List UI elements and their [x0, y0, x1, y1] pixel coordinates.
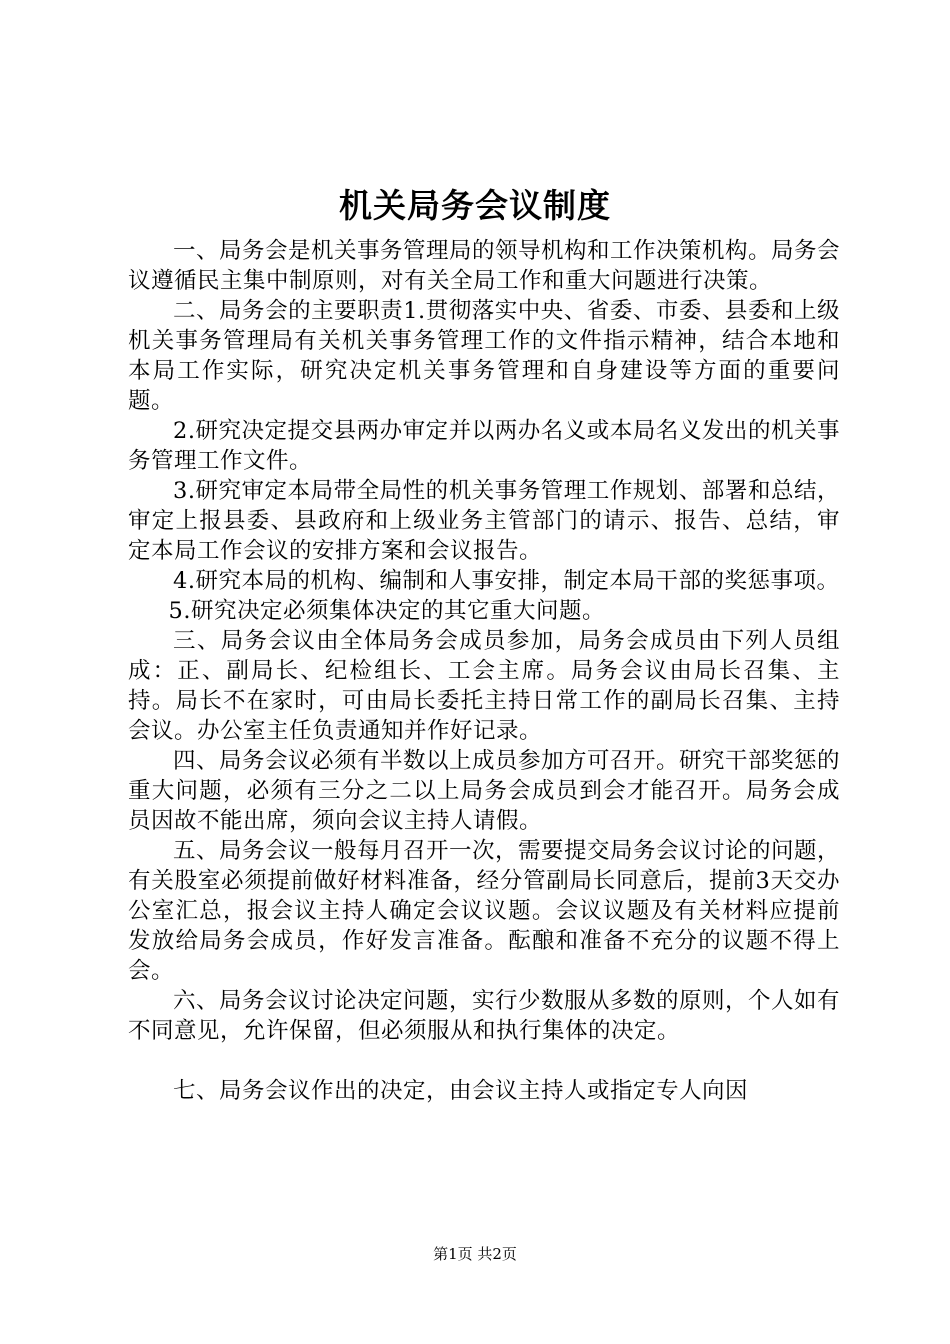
- paragraph-2: 二、局务会的主要职责1.贯彻落实中央、省委、市委、县委和上级机关事务管理局有关机关事务管理工作的文件指示精神，结合本地和本局工作实际，研究决定机关事务管理和自身建设等方面的重要问题。: [128, 298, 840, 414]
- document-title: 机关局务会议制度: [339, 186, 611, 225]
- paragraph-1: 一、局务会是机关事务管理局的领导机构和工作决策机构。局务会议遵循民主集中制原则，对有关全局工作和重大问题进行决策。: [128, 238, 841, 294]
- paragraph-8: 四、局务会议必须有半数以上成员参加方可召开。研究干部奖惩的重大问题，必须有三分之二以上局务会成员到会才能召开。局务会成员因故不能出席，须向会议主持人请假。: [128, 748, 841, 834]
- paragraph-5: 4.研究本局的机构、编制和人事安排，制定本局干部的奖惩事项。: [173, 568, 840, 594]
- paragraph-9: 五、局务会议一般每月召开一次，需要提交局务会议讨论的问题，有关股室必须提前做好材料准备，经分管副局长同意后，提前3天交办公室汇总，报会议主持人确定会议议题。会议议题及有关材料应提前发放给局务会成员，作好发言准备。酝酿和准备不充分的议题不得上会。: [128, 838, 841, 984]
- paragraph-10: 六、局务会议讨论决定问题，实行少数服从多数的原则，个人如有不同意见，允许保留，但必须服从和执行集体的决定。: [128, 988, 841, 1044]
- paragraph-3: 2.研究决定提交县两办审定并以两办名义或本局名义发出的机关事务管理工作文件。: [128, 418, 840, 474]
- paragraph-4: 3.研究审定本局带全局性的机关事务管理工作规划、部署和总结，审定上报县委、县政府和上级业务主管部门的请示、报告、总结，审定本局工作会议的安排方案和会议报告。: [128, 478, 840, 564]
- paragraph-7: 三、局务会议由全体局务会成员参加，局务会成员由下列人员组成：正、副局长、纪检组长、工会主席。局务会议由局长召集、主持。局长不在家时，可由局长委托主持日常工作的副局长召集、主持会议。办公室主任负责通知并作好记录。: [128, 628, 840, 744]
- document-body: [128, 236, 840, 1106]
- paragraph-11: 七、局务会议作出的决定，由会议主持人或指定专人向因: [173, 1078, 749, 1104]
- paragraph-6: 5.研究决定必须集体决定的其它重大问题。: [168, 598, 605, 624]
- page-footer: 第1页 共2页: [433, 1245, 517, 1263]
